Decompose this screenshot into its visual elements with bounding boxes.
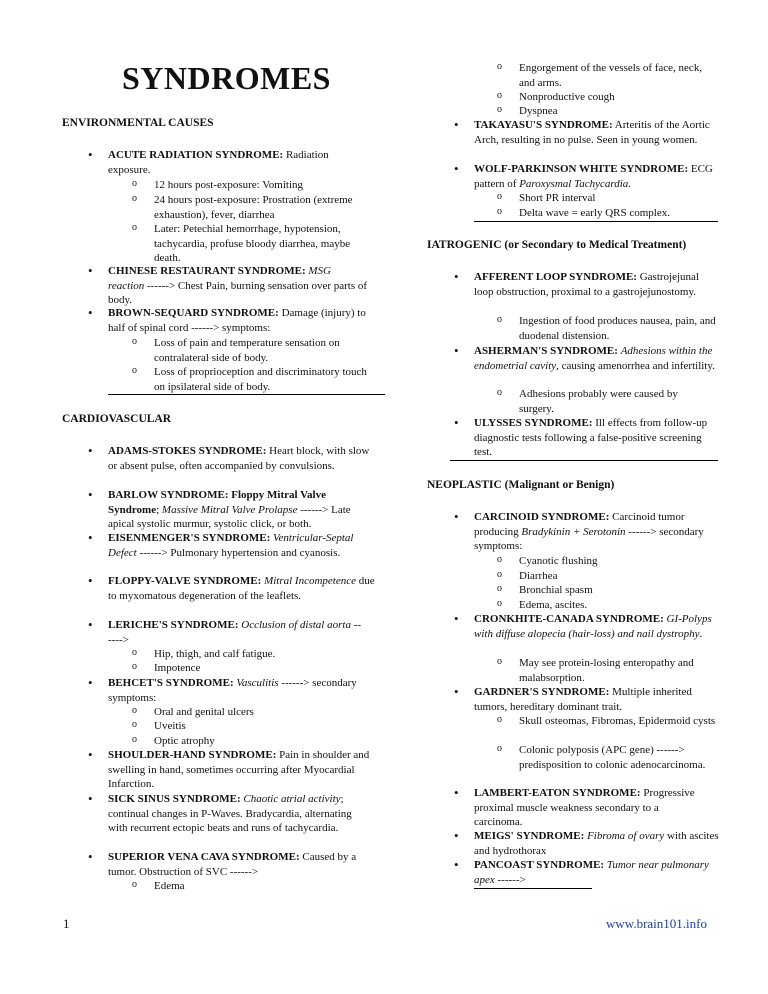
page-title: SYNDROMES <box>122 60 331 96</box>
list-item: • WOLF-PARKINSON WHITE SYNDROME: ECG pattern of Paroxysmal Tachycardia. <box>454 161 713 190</box>
section-heading-neoplastic: NEOPLASTIC (Malignant or Benign) <box>427 479 615 491</box>
list-item: • BEHCET'S SYNDROME: Vasculitis ------> secondary symptoms: <box>88 675 357 704</box>
sub-item: o Engorgement of the vessels of face, neck, and arms. <box>497 61 703 89</box>
list-item: • MEIGS' SYNDROME: Fibroma of ovary with ascites and hydrothorax <box>454 828 719 857</box>
section-divider <box>474 888 592 889</box>
sub-item: o 24 hours post-exposure: Prostration (extreme exhaustion), fever, diarrhea <box>132 193 353 221</box>
list-item: • ASHERMAN'S SYNDROME: Adhesions within the endometrial cavity, causing amenorrhea and infertility. <box>454 343 715 372</box>
list-item: • TAKAYASU'S SYNDROME: Arteritis of the Aortic Arch, resulting in no pulse. Seen in young women. <box>454 117 710 146</box>
list-item: • GARDNER'S SYNDROME: Multiple inherited tumors, hereditary dominant trait. <box>454 684 692 713</box>
list-item: • BARLOW SYNDROME: Floppy Mitral Valve Syndrome; Massive Mitral Valve Prolapse ------> Late apical systolic murmur, systolic click, or both. <box>88 487 351 531</box>
list-item: • FLOPPY-VALVE SYNDROME: Mitral Incompetence due to myxomatous degeneration of the leaflets. <box>88 573 375 602</box>
sub-item: o Loss of pain and temperature sensation on contralateral side of body. <box>132 336 340 364</box>
sub-item: o Edema, ascites. <box>497 598 588 611</box>
sub-item: o 12 hours post-exposure: Vomiting <box>132 178 304 191</box>
sub-item: o Diarrhea <box>497 569 558 582</box>
section-heading-environmental: ENVIRONMENTAL CAUSES <box>62 117 214 129</box>
list-item: • CRONKHITE-CANADA SYNDROME: GI-Polyps with diffuse alopecia (hair-loss) and nail dystrophy. <box>454 611 712 640</box>
sub-item: o Short PR interval <box>497 191 596 204</box>
list-item: • PANCOAST SYNDROME: Tumor near pulmonary apex ------> <box>454 857 709 886</box>
sub-item: o Delta wave = early QRS complex. <box>497 206 670 219</box>
sub-item: o Adhesions probably were caused by surgery. <box>497 387 678 415</box>
sub-item: o Uveitis <box>132 719 186 732</box>
list-item: • EISENMENGER'S SYNDROME: Ventricular-Septal Defect ------> Pulmonary hypertension and cyanosis. <box>88 530 354 559</box>
list-item: • AFFERENT LOOP SYNDROME: Gastrojejunal loop obstruction, proximal to a gastrojejunostomy. <box>454 269 699 298</box>
list-item: • CARCINOID SYNDROME: Carcinoid tumor producing Bradykinin + Serotonin ------> secondary symptoms: <box>454 509 704 553</box>
sub-item: o Cyanotic flushing <box>497 554 598 567</box>
sub-item: o Ingestion of food produces nausea, pain, and duodenal distension. <box>497 314 716 342</box>
sub-item: o Dyspnea <box>497 104 558 117</box>
sub-item: o Edema <box>132 879 185 892</box>
sub-item: o Hip, thigh, and calf fatigue. <box>132 647 276 660</box>
sub-item: o May see protein-losing enteropathy and malabsorption. <box>497 656 694 684</box>
list-item: • ACUTE RADIATION SYNDROME: Radiation exposure. <box>88 147 329 176</box>
list-item: • SHOULDER-HAND SYNDROME: Pain in shoulder and swelling in hand, sometimes occurring after Myocardial Infarction. <box>88 747 370 791</box>
list-item: • BROWN-SEQUARD SYNDROME: Damage (injury) to half of spinal cord ------> symptoms: <box>88 305 366 334</box>
section-divider <box>450 460 718 461</box>
website-link[interactable]: www.brain101.info <box>606 916 707 931</box>
list-item: • ADAMS-STOKES SYNDROME: Heart block, with slow or absent pulse, often accompanied by convulsions. <box>88 443 370 472</box>
list-item: • LERICHE'S SYNDROME: Occlusion of distal aorta ------> <box>88 617 362 646</box>
list-item: • SICK SINUS SYNDROME: Chaotic atrial activity; continual changes in P-Waves. Bradycardia, alternating with recurrent ectopic beats and runs of tachycardia. <box>88 791 352 835</box>
list-item: • CHINESE RESTAURANT SYNDROME: MSG reaction ------> Chest Pain, burning sensation over parts of body. <box>88 263 368 307</box>
section-heading-cardiovascular: CARDIOVASCULAR <box>62 413 172 425</box>
sub-item: o Oral and genital ulcers <box>132 705 254 718</box>
sub-item: o Bronchial spasm <box>497 583 593 596</box>
section-heading-iatrogenic: IATROGENIC (or Secondary to Medical Treatment) <box>427 239 687 251</box>
sub-item: o Skull osteomas, Fibromas, Epidermoid cysts <box>497 714 716 727</box>
sub-item: o Colonic polyposis (APC gene) ------> predisposition to colonic adenocarcinoma. <box>497 743 706 771</box>
list-item: • SUPERIOR VENA CAVA SYNDROME: Caused by a tumor. Obstruction of SVC ------> <box>88 849 357 878</box>
section-divider <box>108 394 385 395</box>
sub-item: o Later: Petechial hemorrhage, hypotension, tachycardia, profuse bloody diarrhea, maybe death. <box>132 222 351 265</box>
sub-item: o Loss of proprioception and discriminatory touch on ipsilateral side of body. <box>132 365 367 393</box>
sub-item: o Nonproductive cough <box>497 90 615 103</box>
section-divider <box>474 221 718 222</box>
sub-item: o Optic atrophy <box>132 734 215 747</box>
sub-item: o Impotence <box>132 661 201 674</box>
list-item: • ULYSSES SYNDROME: Ill effects from follow-up diagnostic tests following a false-positive screening test. <box>454 415 708 459</box>
list-item: • LAMBERT-EATON SYNDROME: Progressive proximal muscle weakness secondary to a carcinoma. <box>454 785 695 829</box>
page-number: 1 <box>63 916 70 931</box>
